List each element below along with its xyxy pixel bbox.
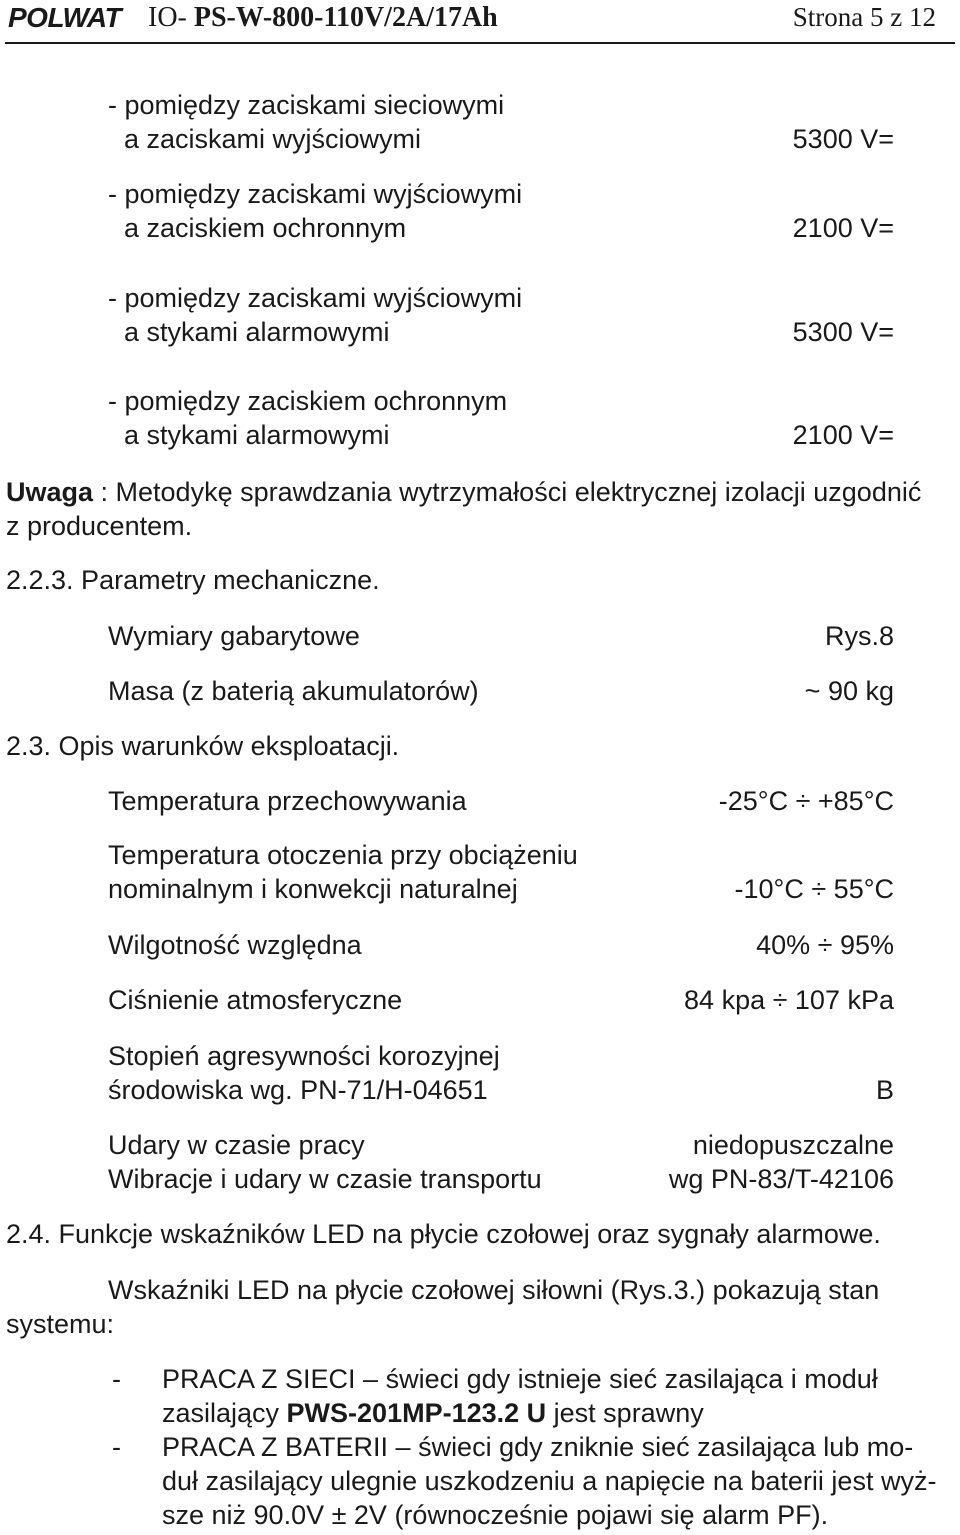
isolation-item-2-line2: a zaciskiem ochronnym bbox=[124, 213, 407, 243]
page-header bbox=[0, 0, 960, 42]
isolation-item-1-line2: a zaciskami wyjściowymi bbox=[124, 124, 422, 154]
condition-value-shocks-operation: niedopuszczalne bbox=[692, 1130, 894, 1160]
isolation-item-3-value: 5300 V= bbox=[792, 317, 894, 347]
condition-label-ambient-temp-line1: Temperatura otoczenia przy obciążeniu bbox=[108, 840, 578, 870]
condition-label-humidity: Wilgotność względna bbox=[108, 930, 362, 960]
led-item-1-dash: - bbox=[112, 1364, 121, 1394]
isolation-item-3-line1: - pomiędzy zaciskami wyjściowymi bbox=[108, 283, 523, 313]
led-intro-line1: Wskaźniki LED na płycie czołowej siłowni (Rys.3.) pokazują stan bbox=[108, 1275, 880, 1305]
condition-value-ambient-temp: -10°C ÷ 55°C bbox=[734, 874, 894, 904]
isolation-item-4-line2: a stykami alarmowymi bbox=[124, 420, 390, 450]
led-item-1-line2 bbox=[162, 1396, 704, 1430]
note-label: Uwaga bbox=[6, 477, 94, 507]
led-intro-line2: systemu: bbox=[6, 1309, 115, 1339]
document-prefix: IO- bbox=[148, 2, 194, 33]
condition-label-shocks-operation: Udary w czasie pracy bbox=[108, 1130, 365, 1160]
header-divider bbox=[5, 42, 955, 44]
isolation-item-4-value: 2100 V= bbox=[792, 420, 894, 450]
led-item-1-module-code: PWS-201MP-123.2 U bbox=[286, 1398, 547, 1428]
page-number: Strona 5 z 12 bbox=[792, 2, 936, 32]
condition-label-corrosion-line1: Stopień agresywności korozyjnej bbox=[108, 1041, 500, 1071]
document-code bbox=[148, 2, 498, 34]
condition-label-pressure: Ciśnienie atmosferyczne bbox=[108, 985, 403, 1015]
isolation-item-4-line1: - pomiędzy zaciskiem ochronnym bbox=[108, 386, 508, 416]
note-text: : Metodykę sprawdzania wytrzymałości elektrycznej izolacji uzgodnić bbox=[93, 477, 922, 507]
isolation-item-2-value: 2100 V= bbox=[792, 213, 894, 243]
condition-value-storage-temp: -25°C ÷ +85°C bbox=[718, 786, 894, 816]
condition-value-corrosion: B bbox=[875, 1075, 894, 1105]
mechanical-value-dimensions: Rys.8 bbox=[824, 621, 894, 651]
led-item-2-line2: duł zasilający ulegnie uszkodzeniu a napięcie na baterii jest wyż- bbox=[162, 1466, 937, 1496]
condition-label-storage-temp: Temperatura przechowywania bbox=[108, 786, 467, 816]
mechanical-label-dimensions: Wymiary gabarytowe bbox=[108, 621, 360, 651]
led-item-1-line2-post: jest sprawny bbox=[546, 1398, 704, 1428]
document-id: PS-W-800-110V/2A/17Ah bbox=[193, 2, 498, 33]
isolation-item-1-value: 5300 V= bbox=[792, 124, 894, 154]
condition-label-vibration-transport: Wibracje i udary w czasie transportu bbox=[108, 1164, 542, 1194]
note-line-2: z producentem. bbox=[6, 511, 193, 541]
condition-value-humidity: 40% ÷ 95% bbox=[756, 930, 894, 960]
isolation-item-2-line1: - pomiędzy zaciskami wyjściowymi bbox=[108, 179, 523, 209]
mechanical-value-mass: ~ 90 kg bbox=[804, 676, 894, 706]
led-item-1-line2-pre: zasilający bbox=[162, 1398, 287, 1428]
condition-value-vibration-transport: wg PN-83/T-42106 bbox=[668, 1164, 894, 1194]
led-item-1-line1: PRACA Z SIECI – świeci gdy istnieje sieć zasilająca i moduł bbox=[162, 1364, 878, 1394]
mechanical-label-mass: Masa (z baterią akumulatorów) bbox=[108, 676, 479, 706]
led-item-2-line3: sze niż 90.0V ± 2V (równocześnie pojawi się alarm PF). bbox=[162, 1500, 829, 1530]
company-logo: POLWAT bbox=[8, 2, 122, 33]
led-item-2-line1: PRACA Z BATERII – świeci gdy zniknie sieć zasilająca lub mo- bbox=[162, 1432, 914, 1462]
condition-label-corrosion-line2: środowiska wg. PN-71/H-04651 bbox=[108, 1075, 488, 1105]
condition-value-pressure: 84 kpa ÷ 107 kPa bbox=[684, 985, 894, 1015]
led-item-2-dash: - bbox=[112, 1432, 121, 1462]
isolation-item-3-line2: a stykami alarmowymi bbox=[124, 317, 390, 347]
section-heading-operating-conditions: 2.3. Opis warunków eksploatacji. bbox=[6, 731, 400, 761]
note-line-1 bbox=[6, 475, 921, 509]
condition-label-ambient-temp-line2: nominalnym i konwekcji naturalnej bbox=[108, 874, 518, 904]
isolation-item-1-line1: - pomiędzy zaciskami sieciowymi bbox=[108, 90, 505, 120]
section-heading-mechanical: 2.2.3. Parametry mechaniczne. bbox=[6, 565, 380, 595]
section-heading-led-functions: 2.4. Funkcje wskaźników LED na płycie czołowej oraz sygnały alarmowe. bbox=[6, 1219, 881, 1249]
